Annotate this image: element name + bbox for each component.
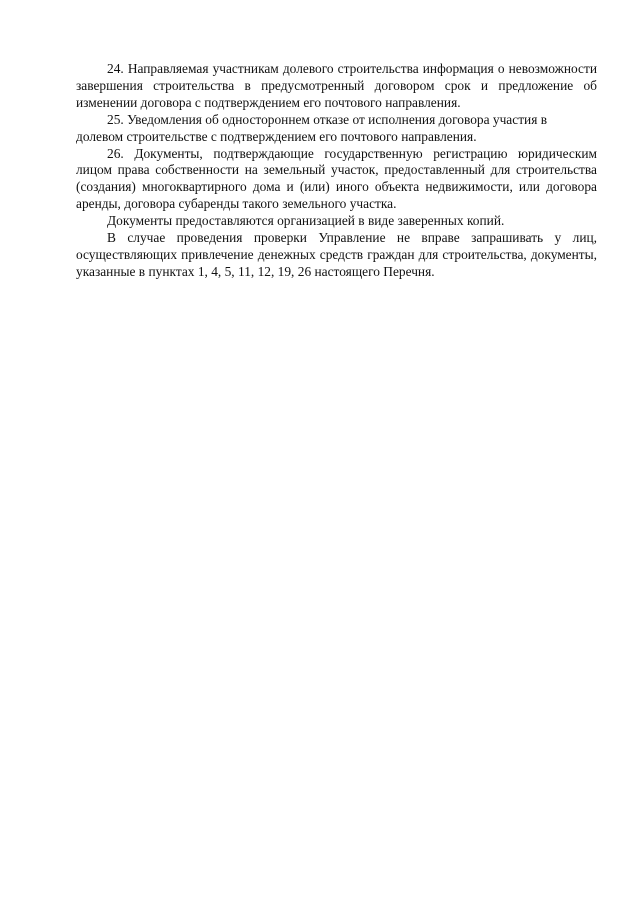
item-number: 24.	[107, 61, 124, 76]
item-number: 25.	[107, 111, 124, 127]
paragraph-text: Уведомления об одностороннем отказе от исполнения договора участия в долевом строительстве с подтверждением его почтового направления.	[76, 111, 548, 144]
paragraph-item-24	[76, 61, 597, 112]
paragraph-inspection-note	[76, 230, 597, 281]
paragraph-text: Направляемая участникам долевого строительства информация о невозможности завершения строительства в предусмотренный договором срок и предложение об изменении договора с подтверждением его почтового направления.	[76, 61, 597, 110]
paragraph-text: В случае проведения проверки Управление не вправе запрашивать у лиц, осуществляющих привлечение денежных средств граждан для строительства, документы, указанные в пунктах 1, 4, 5, 11, 12, 19, 26 настоящего Перечня.	[76, 230, 597, 279]
paragraph-item-25	[76, 112, 597, 146]
paragraph-item-26	[76, 146, 597, 214]
paragraph-copies-note	[76, 213, 597, 230]
paragraph-text: Документы предоставляются организацией в виде заверенных копий.	[107, 213, 505, 229]
document-body	[76, 61, 597, 281]
paragraph-text: Документы, подтверждающие государственную регистрацию юридическим лицом права собственности на земельный участок, предоставленный для строительства (создания) многоквартирного дома и (или) иного объекта недвижимости, или договора аренды, договора субаренды такого земельного участка.	[76, 145, 597, 212]
item-number: 26.	[107, 145, 124, 161]
